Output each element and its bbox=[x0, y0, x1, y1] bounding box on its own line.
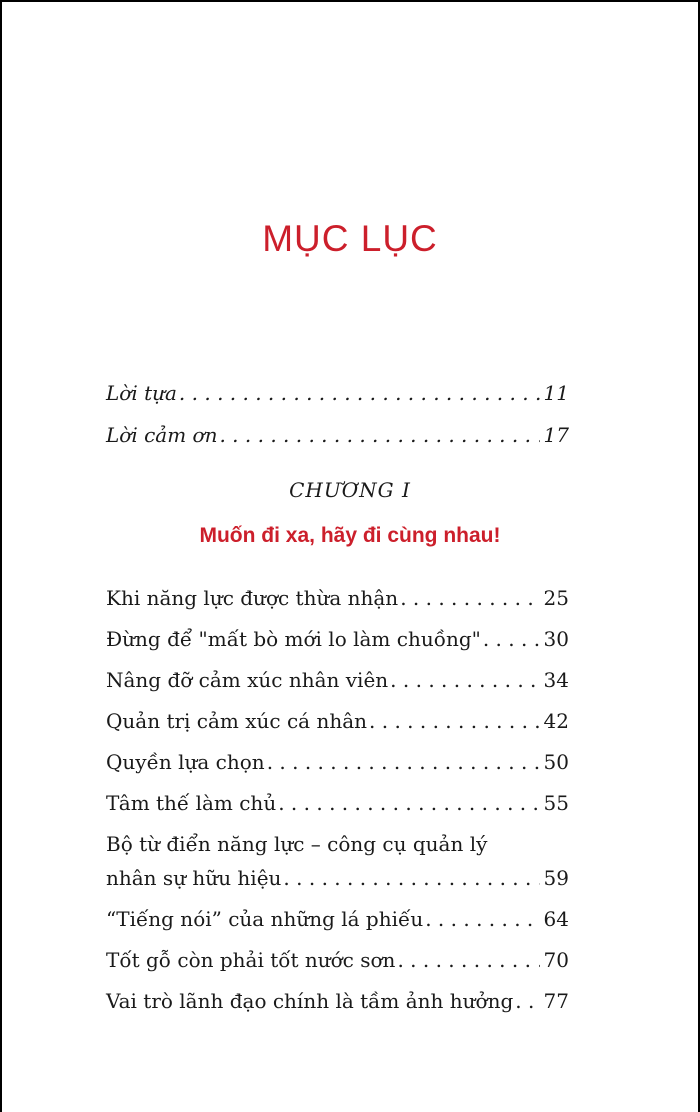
toc-entry-label: nhân sự hữu hiệu bbox=[106, 866, 282, 890]
toc-entry-page: 70 bbox=[543, 948, 569, 972]
toc-entry-label: Khi năng lực được thừa nhận bbox=[106, 586, 399, 610]
dot-leader bbox=[369, 704, 540, 738]
toc-entry-label: Lời cảm ơn bbox=[106, 423, 218, 447]
toc-entry[interactable] bbox=[106, 581, 569, 615]
dot-leader bbox=[283, 861, 539, 895]
toc-entry[interactable] bbox=[106, 902, 569, 936]
toc-entry-label: Vai trò lãnh đạo chính là tầm ảnh hưởng bbox=[106, 989, 514, 1013]
toc-entry-acknowledgements[interactable] bbox=[106, 418, 569, 452]
toc-entry-page: 77 bbox=[543, 989, 569, 1013]
dot-leader bbox=[267, 745, 540, 779]
toc-entry-page: 59 bbox=[543, 866, 569, 890]
toc-entry-foreword[interactable] bbox=[106, 376, 569, 410]
dot-leader bbox=[515, 984, 539, 1018]
dot-leader bbox=[390, 663, 539, 697]
dot-leader bbox=[278, 786, 539, 820]
toc-entry-label: Đừng để "mất bò mới lo làm chuồng" bbox=[106, 627, 481, 651]
toc-entry[interactable] bbox=[106, 861, 569, 895]
toc-entry-label: Quản trị cảm xúc cá nhân bbox=[106, 709, 368, 733]
toc-entry-label: “Tiếng nói” của những lá phiếu bbox=[106, 907, 424, 931]
dot-leader bbox=[397, 943, 539, 977]
toc-entry-page: 42 bbox=[543, 709, 569, 733]
toc-entry-page: 11 bbox=[543, 381, 569, 405]
dot-leader bbox=[483, 622, 540, 656]
dot-leader bbox=[425, 902, 539, 936]
toc-entry[interactable] bbox=[106, 622, 569, 656]
toc-entry[interactable] bbox=[106, 704, 569, 738]
toc-entry-label: Lời tựa bbox=[106, 381, 177, 405]
toc-entry-label: Nâng đỡ cảm xúc nhân viên bbox=[106, 668, 389, 692]
chapter-title: Muốn đi xa, hãy đi cùng nhau! bbox=[199, 524, 501, 547]
toc-entry-page: 55 bbox=[543, 791, 569, 815]
toc-entry[interactable] bbox=[106, 984, 569, 1018]
toc-entry[interactable] bbox=[106, 745, 569, 779]
toc-entry-page: 50 bbox=[543, 750, 569, 774]
chapter-label: CHƯƠNG I bbox=[289, 478, 411, 502]
toc-entry[interactable] bbox=[106, 663, 569, 697]
toc-entry-label: Quyền lựa chọn bbox=[106, 750, 265, 774]
toc-entry-label: Tâm thế làm chủ bbox=[106, 791, 277, 815]
toc-entry-page: 64 bbox=[543, 907, 569, 931]
toc-entry[interactable] bbox=[106, 943, 569, 977]
page-title: MỤC LỤC bbox=[262, 218, 438, 259]
dot-leader bbox=[179, 376, 540, 410]
toc-entry-page: 17 bbox=[543, 423, 569, 447]
toc-entry-page: 25 bbox=[543, 586, 569, 610]
dot-leader bbox=[400, 581, 539, 615]
dot-leader bbox=[219, 418, 539, 452]
toc-entry-label: Tốt gỗ còn phải tốt nước sơn bbox=[106, 948, 396, 972]
toc-entry[interactable] bbox=[106, 786, 569, 820]
toc-entry-label-line1: Bộ từ điển năng lực – công cụ quản lý bbox=[106, 832, 488, 856]
toc-entry-page: 30 bbox=[543, 627, 569, 651]
toc-entry-page: 34 bbox=[543, 668, 569, 692]
